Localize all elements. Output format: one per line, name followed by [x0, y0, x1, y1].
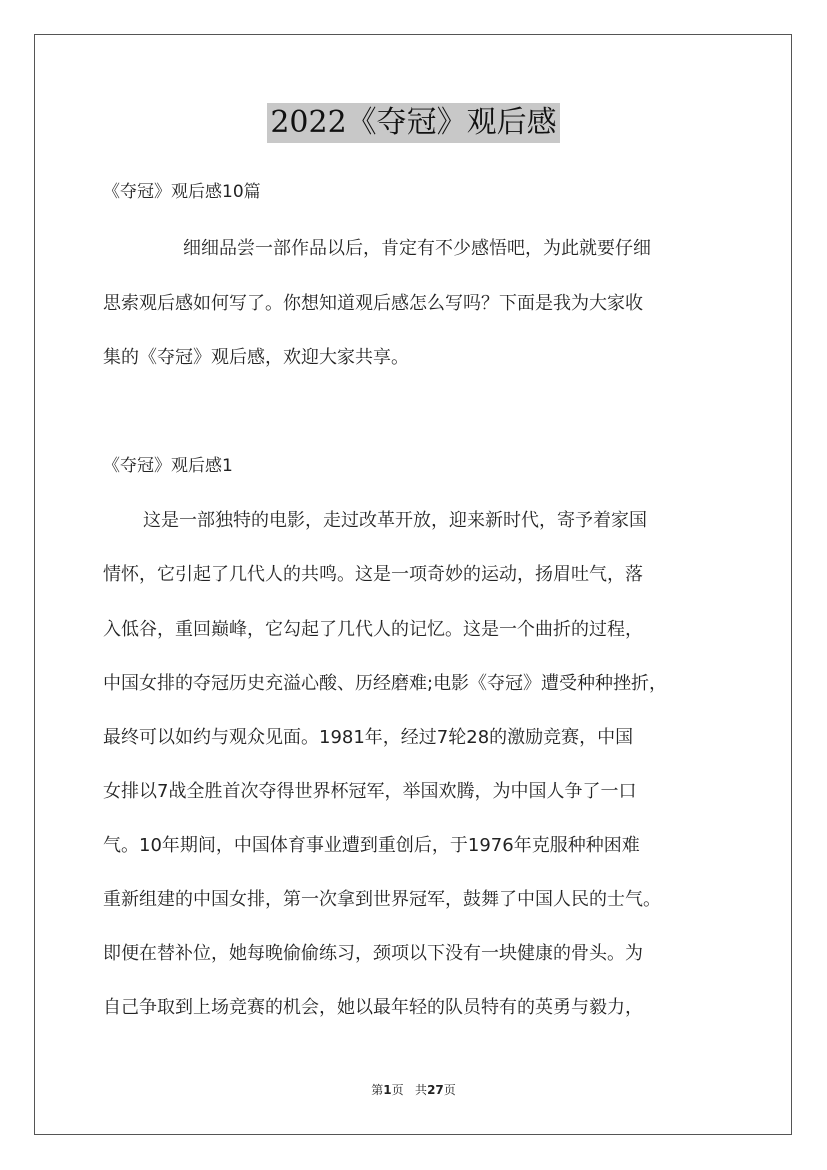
footer-page-suffix: 页 [391, 1083, 404, 1097]
document-title: 2022《夺冠》观后感 [267, 103, 559, 143]
body-line: 自己争取到上场竞赛的机会，她以最年轻的队员特有的英勇与毅力， [103, 997, 643, 1018]
footer-total-prefix: 共 [415, 1083, 428, 1097]
body-line: 最终可以如约与观众见面。1981年，经过7轮28的激励竞赛，中国 [103, 727, 634, 748]
footer-page-number: 1 [383, 1083, 392, 1097]
body-line: 情怀，它引起了几代人的共鸣。这是一项奇妙的运动，扬眉吐气，落 [103, 564, 643, 585]
body-line: 即便在替补位，她每晚偷偷练习，颈项以下没有一块健康的骨头。为 [103, 943, 643, 964]
body-line: 女排以7战全胜首次夺得世界杯冠军，举国欢腾，为中国人争了一口 [103, 781, 637, 802]
section-heading: 《夺冠》观后感1 [103, 456, 233, 476]
body-line: 这是一部独特的电影，走过改革开放，迎来新时代，寄予着家国 [143, 510, 647, 531]
body-line: 入低谷，重回巅峰，它勾起了几代人的记忆。这是一个曲折的过程， [103, 619, 643, 640]
body-line: 重新组建的中国女排，第一次拿到世界冠军，鼓舞了中国人民的士气。 [103, 889, 661, 910]
document-subtitle: 《夺冠》观后感10篇 [103, 182, 261, 202]
body-line: 中国女排的夺冠历史充溢心酸、历经磨难;电影《夺冠》遭受种种挫折， [103, 673, 668, 694]
intro-line: 思索观后感如何写了。你想知道观后感怎么写吗？下面是我为大家收 [103, 293, 643, 314]
footer-total-pages: 27 [427, 1083, 444, 1097]
page-footer [0, 1082, 827, 1098]
document-title-wrap [0, 103, 827, 143]
footer-total-suffix: 页 [443, 1083, 456, 1097]
footer-page-prefix: 第 [371, 1083, 384, 1097]
intro-line: 集的《夺冠》观后感，欢迎大家共享。 [103, 347, 409, 368]
intro-line: 细细品尝一部作品以后，肯定有不少感悟吧，为此就要仔细 [183, 238, 651, 259]
body-line: 气。10年期间，中国体育事业遭到重创后，于1976年克服种种困难 [103, 835, 640, 856]
